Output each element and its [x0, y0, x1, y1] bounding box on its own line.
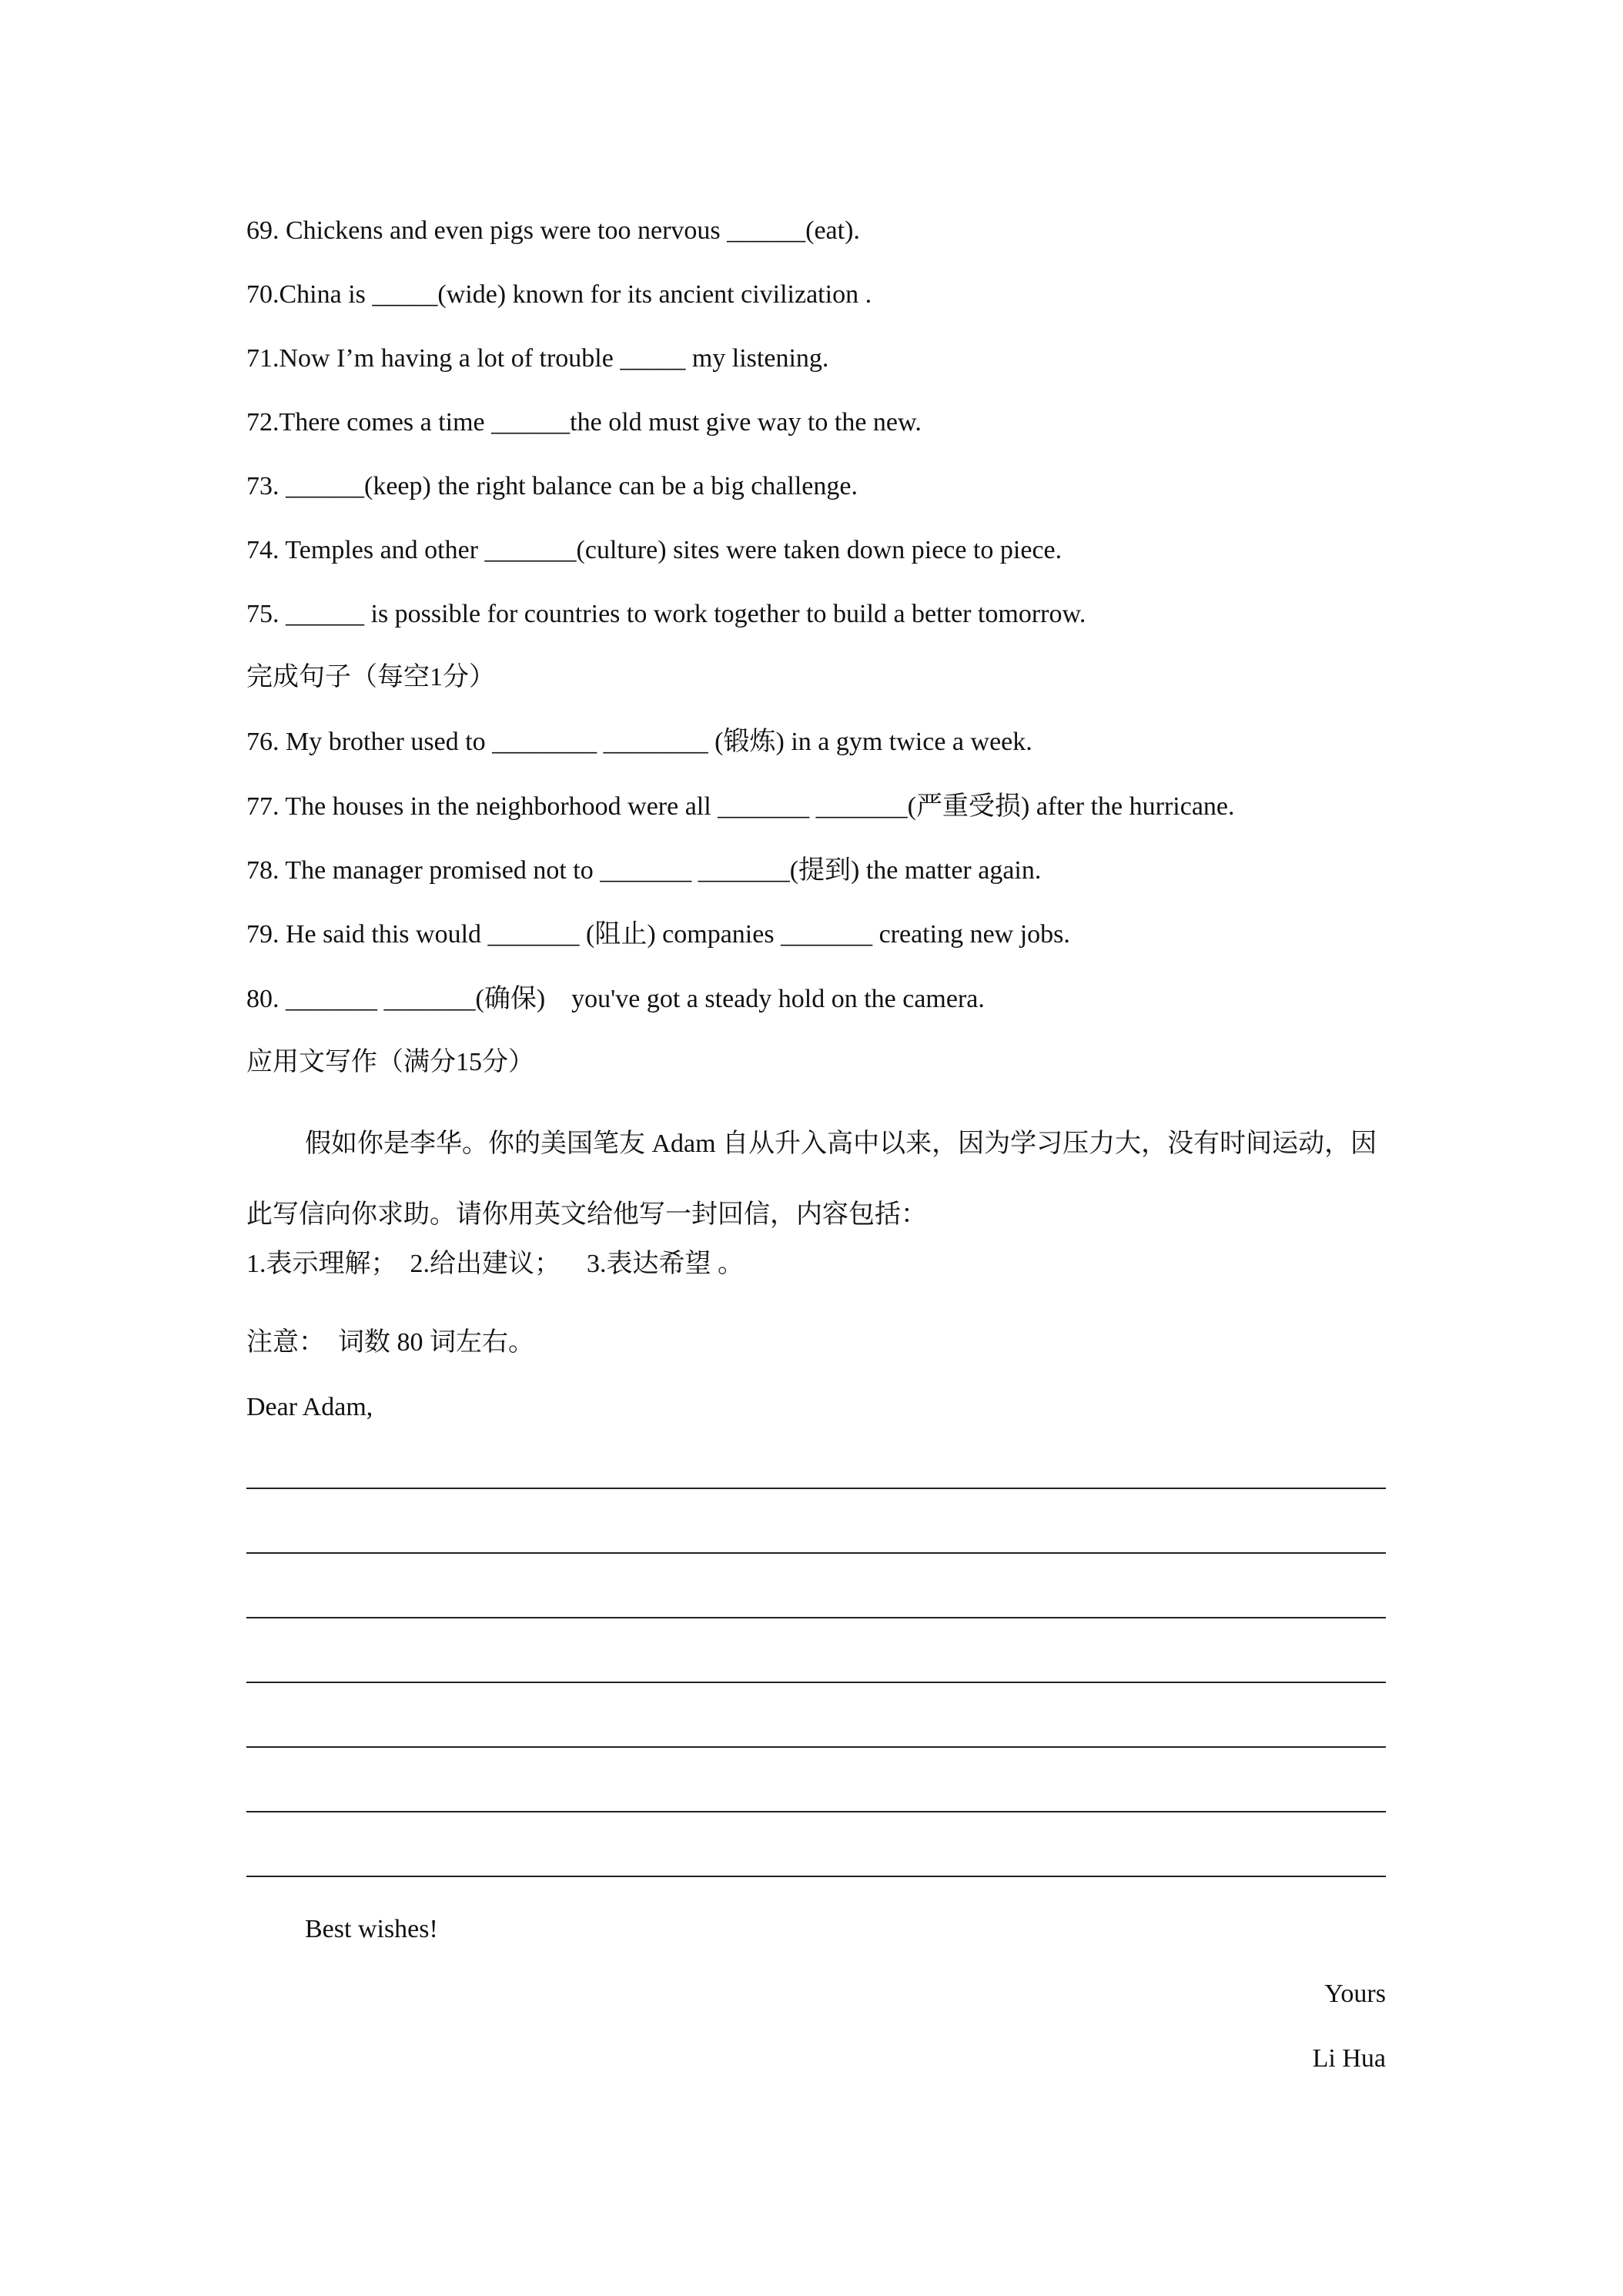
writing-line [246, 1552, 1386, 1554]
sentence-section-heading: 完成句子（每空1分） [246, 663, 495, 691]
writing-line [246, 1876, 1386, 1877]
question-80: 80. _______ _______(确保) you've got a steady hold on the camera. [246, 985, 985, 1013]
writing-line [246, 1746, 1386, 1748]
writing-section-heading: 应用文写作（满分15分） [246, 1048, 534, 1076]
writing-line [246, 1682, 1386, 1683]
question-79: 79. He said this would _______ (阻止) companies _______ creating new jobs. [246, 920, 1070, 949]
letter-salutation: Dear Adam, [246, 1393, 373, 1421]
writing-points: 1.表示理解； 2.给出建议； 3.表达希望 。 [246, 1250, 744, 1278]
question-76: 76. My brother used to ________ ________ (锻炼) in a gym twice a week. [246, 728, 1032, 756]
question-73: 73. ______(keep) the right balance can be a big challenge. [246, 472, 858, 500]
question-71: 71.Now I’m having a lot of trouble _____ my listening. [246, 344, 829, 373]
question-70: 70.China is _____(wide) known for its ancient civilization . [246, 280, 872, 309]
writing-line [246, 1811, 1386, 1812]
writing-line [246, 1617, 1386, 1618]
question-72: 72.There comes a time ______the old must give way to the new. [246, 408, 922, 437]
letter-sign-name: Li Hua [1312, 2044, 1386, 2073]
letter-closing: Best wishes! [305, 1915, 438, 1943]
writing-prompt: 假如你是李华。你的美国笔友 Adam 自从升入高中以来，因为学习压力大，没有时间运动，因此写信向你求助。请你用英文给他写一封回信，内容包括： [246, 1130, 1377, 1229]
writing-note: 注意： 词数 80 词左右。 [246, 1328, 534, 1357]
question-74: 74. Temples and other _______(culture) sites were taken down piece to piece. [246, 536, 1062, 564]
letter-sign-yours: Yours [1324, 1980, 1386, 2008]
question-75: 75. ______ is possible for countries to work together to build a better tomorrow. [246, 600, 1086, 628]
question-77: 77. The houses in the neighborhood were all _______ _______(严重受损) after the hurricane. [246, 792, 1235, 821]
question-78: 78. The manager promised not to _______ _______(提到) the matter again. [246, 856, 1042, 885]
writing-line [246, 1488, 1386, 1489]
question-69: 69. Chickens and even pigs were too nervous ______(eat). [246, 216, 860, 245]
